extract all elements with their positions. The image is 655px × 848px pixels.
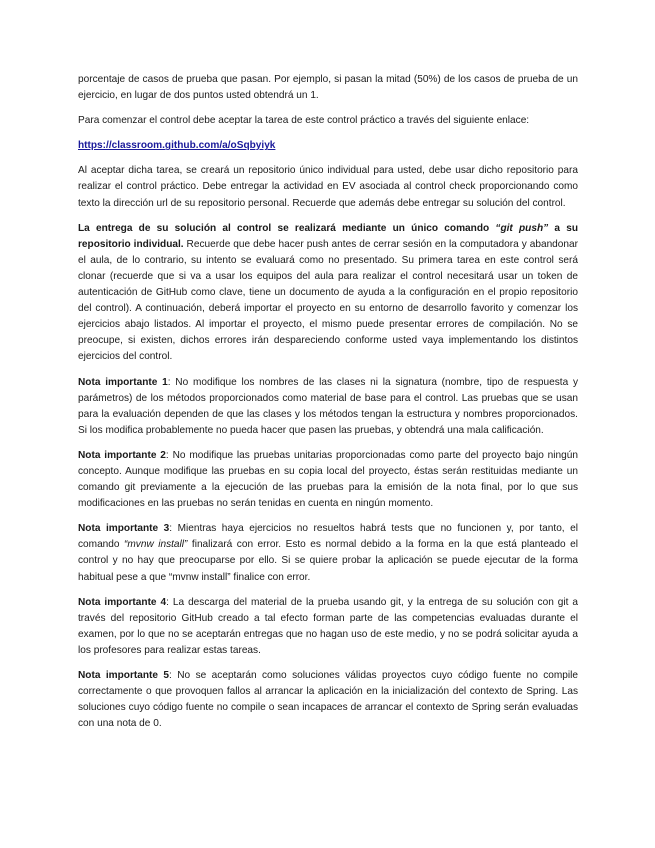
note-2-text: : No modifique las pruebas unitarias proporcionadas como parte del proyecto bajo ningún concepto. Aunque modifique las pruebas en su copia local del proyecto, éstas serán restituidas mediante un comando git previamente a la ejecución de las pruebas para la emisión de la nota final, por lo que sus modificaciones en las pruebas no serán tenidas en cuenta en ningún momento. bbox=[78, 449, 578, 510]
note-4-text: : La descarga del material de la prueba usando git, y la entrega de su solución con git a través del repositorio GitHub creado a tal efecto forman parte de las competencias evaluadas durante el examen, por lo que no se aceptarán entregas que no hagan uso de este medio, y no se podrá solicitar ayuda a los profesores para realizar estas tareas. bbox=[78, 596, 578, 656]
accept-text: Al aceptar dicha tarea, se creará un repositorio único individual para usted, debe usar dicho repositorio para realizar el control práctico. Debe entregar la actividad en EV asociada al control check proporcionando como texto la dirección url de su repositorio personal. Recuerde que además debe entregar su solución del control. bbox=[78, 165, 578, 209]
note-3 bbox=[78, 521, 578, 585]
delivery-bold-a: La entrega de su solución al control se realizará mediante un único comando bbox=[78, 222, 496, 234]
delivery-paragraph bbox=[78, 221, 578, 366]
note-5-text: : No se aceptarán como soluciones válidas proyectos cuyo código fuente no compile correctamente o que provoquen fallos al arrancar la aplicación en la inicialización del contexto de Spring. Las soluciones cuyo código fuente no compile o sean incapaces de arrancar el contexto de Spring serán evaluadas con una nota de 0. bbox=[78, 670, 579, 730]
note-4 bbox=[78, 595, 578, 659]
note-3-text-a: : Mientras haya ejercicios no resueltos habrá tests que no funcionen y, por tanto, el comando bbox=[78, 523, 578, 551]
note-3-label: Nota importante 3 bbox=[78, 523, 170, 535]
note-5-label: Nota importante 5 bbox=[78, 670, 170, 681]
intro-text: porcentaje de casos de prueba que pasan. Por ejemplo, si pasan la mitad (50%) de los casos de prueba de un ejercicio, en lugar de dos puntos usted obtendrá un 1. bbox=[78, 74, 578, 102]
document-page bbox=[78, 72, 578, 741]
note-2 bbox=[78, 448, 578, 512]
intro-paragraph bbox=[78, 72, 578, 104]
start-paragraph bbox=[78, 113, 578, 129]
note-2-label: Nota importante 2 bbox=[78, 449, 166, 461]
note-5 bbox=[78, 668, 578, 732]
note-4-label: Nota importante 4 bbox=[78, 596, 167, 608]
note-3-text-b: finalizará con error. Esto es normal debido a la forma en la que está planteado el control y no hay que preocuparse por ello. Si se quiere probar la aplicación se puede ejecutar de la forma habitual pese a que “mvnw install” finalice con error. bbox=[78, 539, 578, 583]
start-text: Para comenzar el control debe aceptar la tarea de este control práctico a través del siguiente enlace: bbox=[78, 115, 530, 127]
delivery-git-push: “git push” bbox=[495, 222, 549, 234]
delivery-bold-b: a su repositorio individual. bbox=[78, 222, 579, 250]
link-paragraph bbox=[78, 138, 578, 154]
accept-paragraph bbox=[78, 163, 578, 211]
note-1 bbox=[78, 375, 578, 439]
classroom-link[interactable]: https://classroom.github.com/a/oSqbyiyk bbox=[78, 140, 276, 152]
note-3-mvnw-command: “mvnw install” bbox=[124, 539, 188, 551]
delivery-text: Recuerde que debe hacer push antes de cerrar sesión en la computadora y abandonar el aula, de lo contrario, su intento se evaluará como no presentado. Su primera tarea en este control será clonar (recuerde que si va a usar los equipos del aula para realizar el control necesitará usar un token de autenticación de GitHub como clave, tiene un documento de ayuda a la configuración en el propio repositorio del control). A continuación, deberá importar el proyecto en su entorno de desarrollo favorito y comenzar los ejercicios abajo listados. Al importar el proyecto, el mismo puede presentar errores de compilación. No se preocupe, si existen, dichos errores irán despareciendo conforme usted vaya implementando los distintos ejercicios del control. bbox=[78, 238, 578, 363]
note-1-label: Nota importante 1 bbox=[78, 376, 168, 388]
note-1-text: : No modifique los nombres de las clases ni la signatura (nombre, tipo de respuesta y parámetros) de los métodos proporcionados como material de base para el control. Las pruebas que se usan para la evaluación dependen de que las clases y los métodos tengan la estructura y nombres proporcionados. Si los modifica probablemente no pueda hacer que pasen las pruebas, y obtendrá una mala calificación. bbox=[78, 376, 578, 436]
